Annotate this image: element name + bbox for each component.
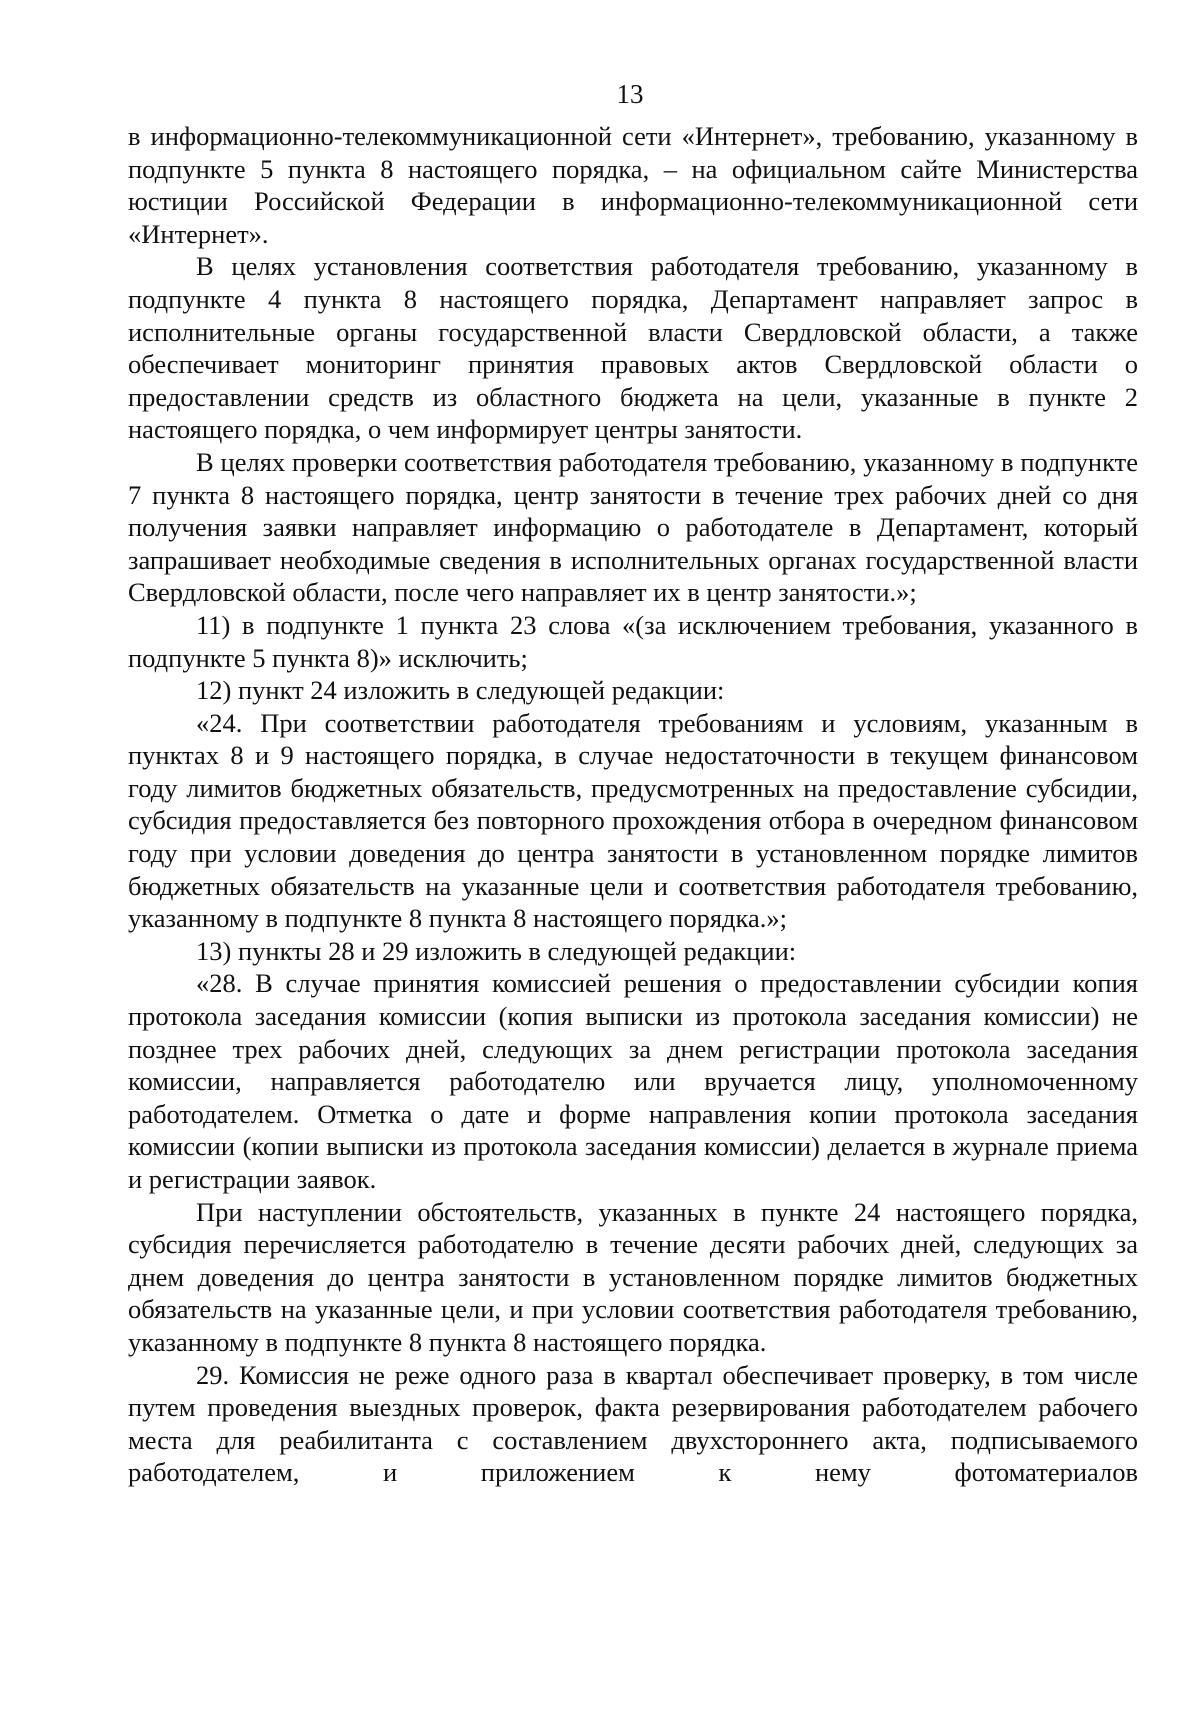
page-number: 13 <box>616 79 644 109</box>
paragraph-employer-requirement-7: В целях проверки соответствия работодателя требованию, указанному в подпункте 7 пункта 8 настоящего порядка, центр занятости в течение трех рабочих дней со дня получения заявки направляет информацию о работодателе в Департамент, который запрашивает необходимые сведения в исполнительных органах государственной власти Свердловской области, после чего направляет их в центр занятости.»; <box>128 446 1138 608</box>
document-body <box>128 120 1138 1489</box>
paragraph-subsidy-transfer: При наступлении обстоятельств, указанных в пункте 24 настоящего порядка, субсидия перечисляется работодателю в течение десяти рабочих дней, следующих за днем доведения до центра занятости в установленном порядке лимитов бюджетных обязательств на указанные цели, и при условии соответствия работодателя требованию, указанному в подпункте 8 пункта 8 настоящего порядка. <box>128 1196 1138 1357</box>
paragraph-point-28: «28. В случае принятия комиссией решения о предоставлении субсидии копия протокола заседания комиссии (копия выписки из протокола заседания комиссии) не позднее трех рабочих дней, следующих за днем регистрации протокола заседания комиссии, направляется работодателю или вручается лицу, уполномоченному работодателем. Отметка о дате и форме направления копии протокола заседания комиссии (копии выписки из протокола заседания комиссии) делается в журнале приема и регистрации заявок. <box>128 968 1138 1194</box>
paragraph-employer-requirement-4: В целях установления соответствия работодателя требованию, указанному в подпункте 4 пункта 8 настоящего порядка, Департамент направляет запрос в исполнительные органы государственной власти Свердловской области, а также обеспечивает мониторинг принятия правовых актов Свердловской области о предоставлении средств из областного бюджета на цели, указанные в пункте 2 настоящего порядка, о чем информирует центры занятости. <box>128 251 1138 445</box>
paragraph-point-24: «24. При соответствии работодателя требованиям и условиям, указанным в пунктах 8 и 9 настоящего порядка, в случае недостаточности в текущем финансовом году лимитов бюджетных обязательств, предусмотренных на предоставление субсидии, субсидия предоставляется без повторного прохождения отбора в очередном финансовом году при условии доведения до центра занятости в установленном порядке лимитов бюджетных обязательств на указанные цели и соответствия работодателя требованию, указанному в подпункте 8 пункта 8 настоящего порядка.»; <box>128 707 1138 934</box>
paragraph-continuation: в информационно-телекоммуникационной сети «Интернет», требованию, указанному в подпункте 5 пункта 8 настоящего порядка, – на официальном сайте Министерства юстиции Российской Федерации в информационно-телекоммуникационной сети «Интернет». <box>128 121 1138 249</box>
paragraph-item-11: 11) в подпункте 1 пункта 23 слова «(за исключением требования, указанного в подпункте 5 пункта 8)» исключить; <box>128 609 1138 673</box>
paragraph-point-29: 29. Комиссия не реже одного раза в квартал обеспечивает проверку, в том числе путем проведения выездных проверок, факта резервирования работодателем рабочего места для реабилитанта с составлением двухстороннего акта, подписываемого работодателем, и приложением к нему фотоматериалов <box>128 1359 1138 1488</box>
paragraph-item-12: 12) пункт 24 изложить в следующей редакции: <box>196 675 725 706</box>
paragraph-item-13: 13) пункты 28 и 29 изложить в следующей редакции: <box>196 935 797 966</box>
